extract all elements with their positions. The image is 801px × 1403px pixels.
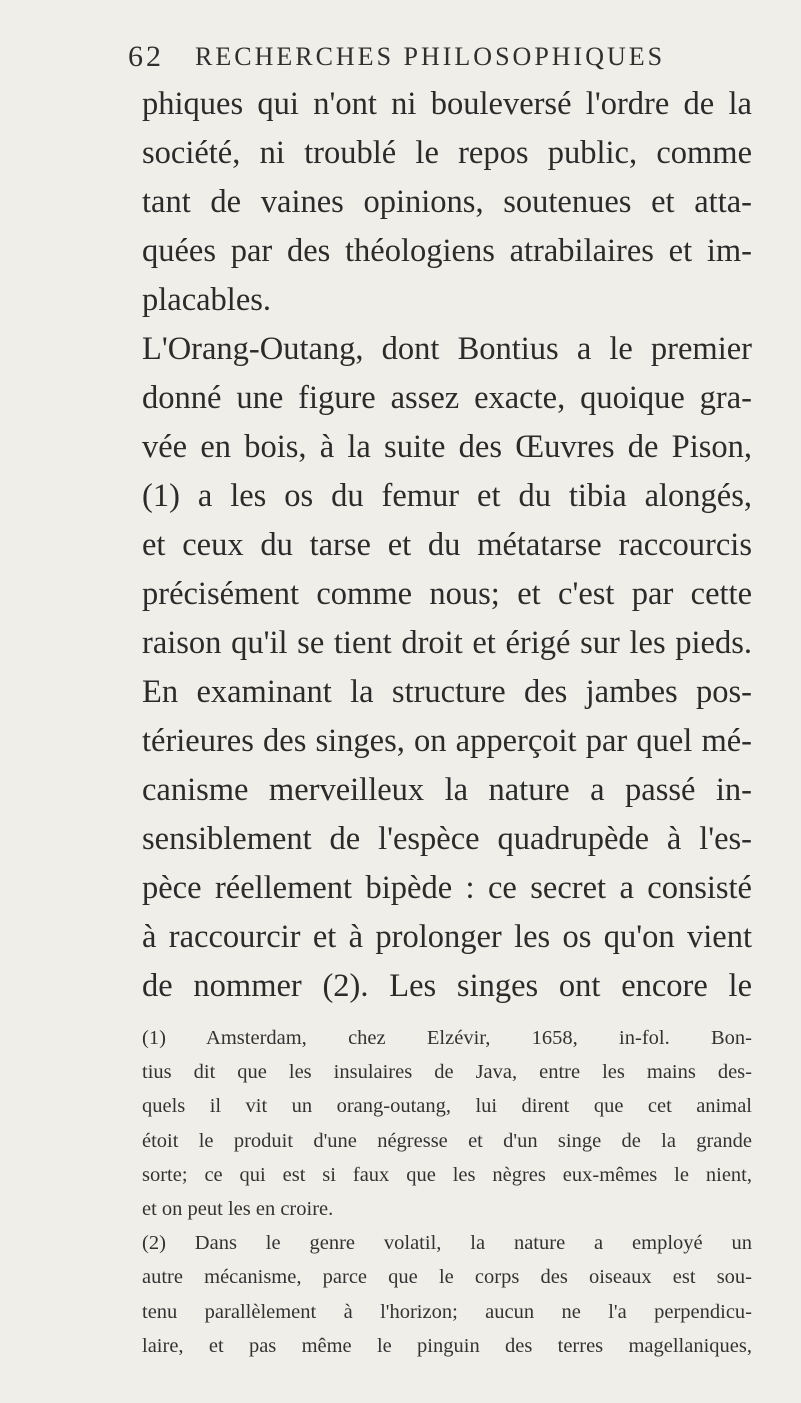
footnote-line: et on peut les en croire. [142,1197,334,1220]
body-line: sensiblement de l'espèce quadrupède à l'es- [142,821,752,857]
body-text [142,80,752,1011]
body-line: quées par des théologiens atrabilaires et im- [142,233,752,269]
body-line: canisme merveilleux la nature a passé in- [142,772,752,808]
footnote-line: laire, et pas même le pinguin des terres magellaniques, [142,1334,752,1357]
body-line: donné une figure assez exacte, quoique gra- [142,380,752,416]
body-line: précisément comme nous; et c'est par cette [142,576,752,612]
body-line: En examinant la structure des jambes pos- [142,674,752,710]
body-line: térieures des singes, on apperçoit par quel mé- [142,723,752,759]
footnote-line: sorte; ce qui est si faux que les nègres eux-mêmes le nient, [142,1163,752,1186]
text-block [142,80,752,1363]
footnote-line: étoit le produit d'une négresse et d'un singe de la grande [142,1129,752,1152]
body-line: L'Orang-Outang, dont Bontius a le premier [142,331,752,367]
footnote-line: tenu parallèlement à l'horizon; aucun ne l'a perpendicu- [142,1300,752,1323]
body-line: (1) a les os du femur et du tibia alongés, [142,478,752,514]
body-line: de nommer (2). Les singes ont encore le [142,968,752,1004]
footnote-line: (1) Amsterdam, chez Elzévir, 1658, in-fol. Bon- [142,1027,752,1049]
body-line: phiques qui n'ont ni bouleversé l'ordre de la [142,86,752,122]
footnote-line: (2) Dans le genre volatil, la nature a employé un [142,1232,752,1255]
page-number: 62 [128,40,164,73]
body-line: pèce réellement bipède : ce secret a consisté [142,870,752,906]
page-header [128,40,748,80]
body-line: société, ni troublé le repos public, comme [142,135,752,171]
footnote-line: tius dit que les insulaires de Java, entre les mains des- [142,1061,752,1084]
running-title: RECHERCHES PHILOSOPHIQUES [195,42,666,71]
footnote-line: quels il vit un orang-outang, lui dirent que cet animal [142,1095,752,1118]
footnotes [142,1021,752,1363]
body-line: et ceux du tarse et du métatarse raccourcis [142,527,752,563]
body-line: vée en bois, à la suite des Œuvres de Pison, [142,429,752,465]
body-line: raison qu'il se tient droit et érigé sur les pieds. [142,625,752,661]
body-line: à raccourcir et à prolonger les os qu'on vient [142,919,752,955]
footnote-line: autre mécanisme, parce que le corps des oiseaux est sou- [142,1266,752,1289]
body-line: tant de vaines opinions, soutenues et atta- [142,184,752,220]
body-line: placables. [142,282,272,318]
